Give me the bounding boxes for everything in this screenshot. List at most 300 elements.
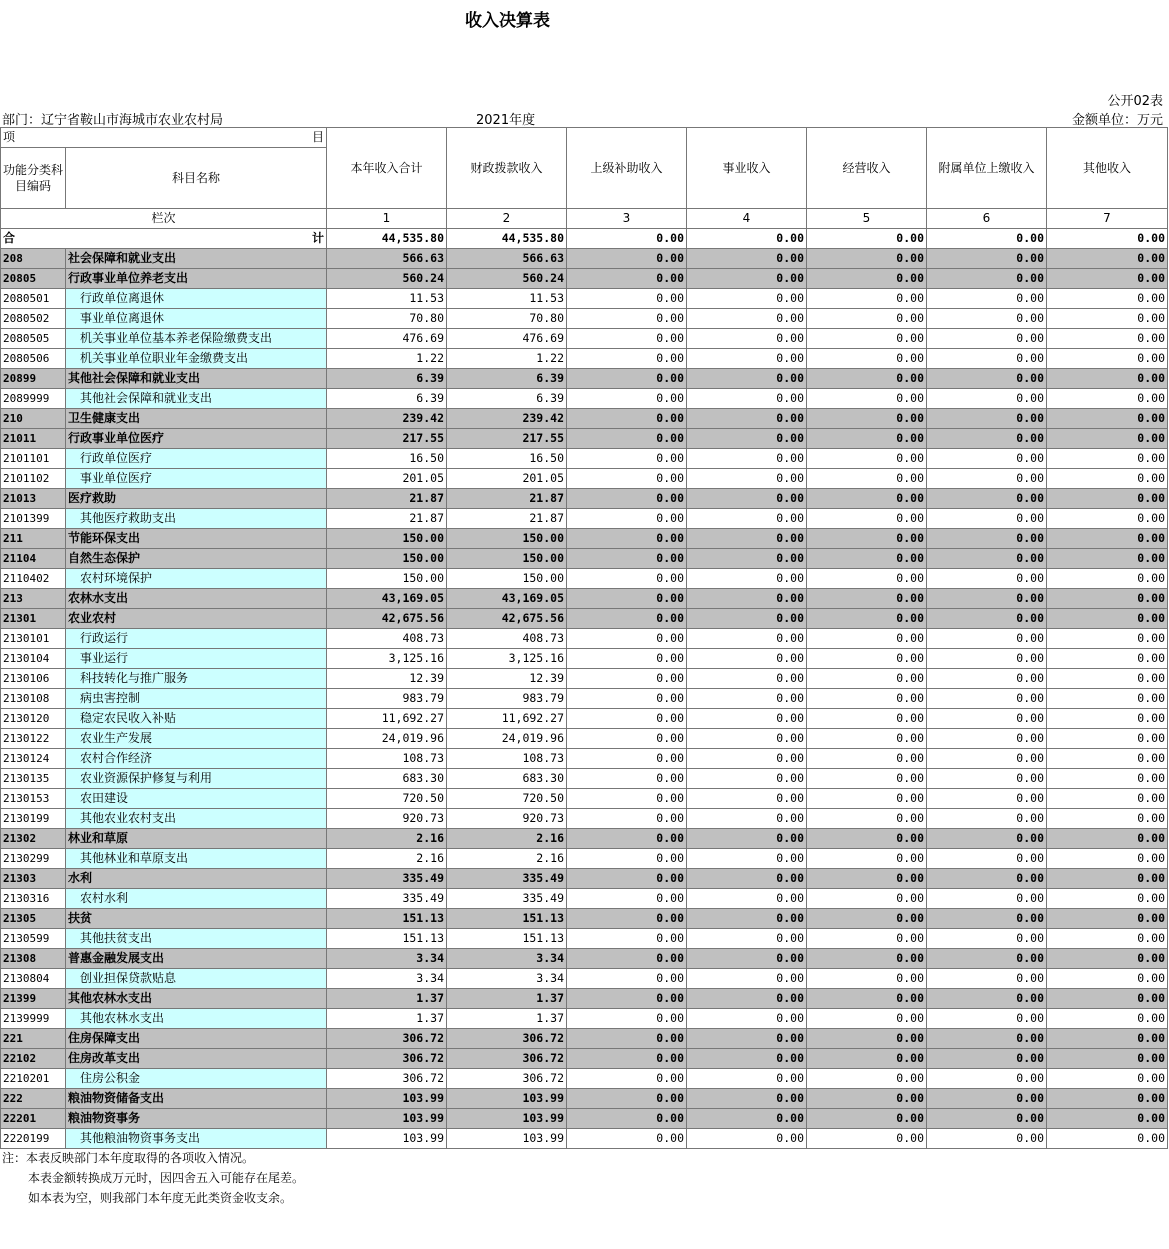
row-total-income: 335.49 bbox=[327, 869, 447, 889]
row-affiliate-income: 0.00 bbox=[927, 509, 1047, 529]
row-business-income: 0.00 bbox=[687, 529, 807, 549]
row-operating-income: 0.00 bbox=[807, 509, 927, 529]
row-fiscal-income: 70.80 bbox=[447, 309, 567, 329]
row-operating-income: 0.00 bbox=[807, 329, 927, 349]
row-code: 2130122 bbox=[1, 729, 66, 749]
row-superior-subsidy: 0.00 bbox=[567, 569, 687, 589]
row-total-income: 566.63 bbox=[327, 249, 447, 269]
row-code: 2130104 bbox=[1, 649, 66, 669]
row-code: 213 bbox=[1, 589, 66, 609]
col-header-4: 事业收入 bbox=[687, 128, 807, 209]
row-name: 农业资源保护修复与利用 bbox=[66, 769, 327, 789]
row-affiliate-income: 0.00 bbox=[927, 429, 1047, 449]
row-total-income: 2.16 bbox=[327, 849, 447, 869]
row-business-income: 0.00 bbox=[687, 489, 807, 509]
row-affiliate-income: 0.00 bbox=[927, 1029, 1047, 1049]
row-fiscal-income: 720.50 bbox=[447, 789, 567, 809]
row-total-income: 6.39 bbox=[327, 369, 447, 389]
row-affiliate-income: 0.00 bbox=[927, 569, 1047, 589]
row-operating-income: 0.00 bbox=[807, 489, 927, 509]
col-header-3: 上级补助收入 bbox=[567, 128, 687, 209]
row-other-income: 0.00 bbox=[1047, 389, 1168, 409]
row-operating-income: 0.00 bbox=[807, 289, 927, 309]
row-business-income: 0.00 bbox=[687, 389, 807, 409]
row-fiscal-income: 306.72 bbox=[447, 1069, 567, 1089]
row-affiliate-income: 0.00 bbox=[927, 489, 1047, 509]
row-total-income: 151.13 bbox=[327, 929, 447, 949]
row-operating-income: 0.00 bbox=[807, 869, 927, 889]
col-number-2: 2 bbox=[447, 209, 567, 229]
row-total-income: 43,169.05 bbox=[327, 589, 447, 609]
row-business-income: 0.00 bbox=[687, 889, 807, 909]
total-label-right: 计 bbox=[311, 231, 324, 245]
row-other-income: 0.00 bbox=[1047, 1029, 1168, 1049]
row-fiscal-income: 103.99 bbox=[447, 1089, 567, 1109]
row-fiscal-income: 1.37 bbox=[447, 1009, 567, 1029]
row-other-income: 0.00 bbox=[1047, 429, 1168, 449]
row-other-income: 0.00 bbox=[1047, 829, 1168, 849]
row-name: 农业生产发展 bbox=[66, 729, 327, 749]
row-superior-subsidy: 0.00 bbox=[567, 649, 687, 669]
row-operating-income: 0.00 bbox=[807, 789, 927, 809]
row-name: 其他农林水支出 bbox=[66, 1009, 327, 1029]
row-superior-subsidy: 0.00 bbox=[567, 789, 687, 809]
row-superior-subsidy: 0.00 bbox=[567, 289, 687, 309]
row-total-income: 720.50 bbox=[327, 789, 447, 809]
row-business-income: 0.00 bbox=[687, 1029, 807, 1049]
row-fiscal-income: 335.49 bbox=[447, 889, 567, 909]
row-total-income: 103.99 bbox=[327, 1109, 447, 1129]
column-index-label: 栏次 bbox=[1, 209, 327, 229]
row-total-income: 476.69 bbox=[327, 329, 447, 349]
row-total-income: 201.05 bbox=[327, 469, 447, 489]
row-fiscal-income: 11.53 bbox=[447, 289, 567, 309]
row-name: 节能环保支出 bbox=[66, 529, 327, 549]
table-row bbox=[1, 1129, 1168, 1149]
footnote-3: 如本表为空，则我部门本年度无此类资金收支余。 bbox=[28, 1191, 293, 1205]
row-name: 病虫害控制 bbox=[66, 689, 327, 709]
row-other-income: 0.00 bbox=[1047, 689, 1168, 709]
row-business-income: 0.00 bbox=[687, 689, 807, 709]
row-superior-subsidy: 0.00 bbox=[567, 1069, 687, 1089]
row-total-income: 1.37 bbox=[327, 1009, 447, 1029]
row-operating-income: 0.00 bbox=[807, 569, 927, 589]
row-code: 2080501 bbox=[1, 289, 66, 309]
row-name: 其他社会保障和就业支出 bbox=[66, 389, 327, 409]
row-code: 222 bbox=[1, 1089, 66, 1109]
row-superior-subsidy: 0.00 bbox=[567, 1029, 687, 1049]
table-row bbox=[1, 409, 1168, 429]
row-business-income: 0.00 bbox=[687, 1069, 807, 1089]
row-code: 22201 bbox=[1, 1109, 66, 1129]
row-code: 21399 bbox=[1, 989, 66, 1009]
row-operating-income: 0.00 bbox=[807, 349, 927, 369]
table-row bbox=[1, 429, 1168, 449]
table-row bbox=[1, 909, 1168, 929]
row-name: 社会保障和就业支出 bbox=[66, 249, 327, 269]
row-fiscal-income: 1.22 bbox=[447, 349, 567, 369]
row-business-income: 0.00 bbox=[687, 329, 807, 349]
total-value-2: 44,535.80 bbox=[447, 229, 567, 249]
row-name: 机关事业单位基本养老保险缴费支出 bbox=[66, 329, 327, 349]
row-operating-income: 0.00 bbox=[807, 429, 927, 449]
row-total-income: 3.34 bbox=[327, 949, 447, 969]
row-code: 2130153 bbox=[1, 789, 66, 809]
row-superior-subsidy: 0.00 bbox=[567, 1109, 687, 1129]
row-operating-income: 0.00 bbox=[807, 989, 927, 1009]
row-business-income: 0.00 bbox=[687, 549, 807, 569]
row-total-income: 683.30 bbox=[327, 769, 447, 789]
row-name: 林业和草原 bbox=[66, 829, 327, 849]
row-affiliate-income: 0.00 bbox=[927, 689, 1047, 709]
row-code: 208 bbox=[1, 249, 66, 269]
row-operating-income: 0.00 bbox=[807, 389, 927, 409]
row-name: 其他社会保障和就业支出 bbox=[66, 369, 327, 389]
row-total-income: 42,675.56 bbox=[327, 609, 447, 629]
row-operating-income: 0.00 bbox=[807, 369, 927, 389]
table-row bbox=[1, 529, 1168, 549]
row-affiliate-income: 0.00 bbox=[927, 529, 1047, 549]
row-business-income: 0.00 bbox=[687, 869, 807, 889]
row-name: 事业单位医疗 bbox=[66, 469, 327, 489]
row-name: 行政事业单位养老支出 bbox=[66, 269, 327, 289]
row-superior-subsidy: 0.00 bbox=[567, 609, 687, 629]
row-superior-subsidy: 0.00 bbox=[567, 309, 687, 329]
row-other-income: 0.00 bbox=[1047, 809, 1168, 829]
row-name: 粮油物资事务 bbox=[66, 1109, 327, 1129]
row-fiscal-income: 2.16 bbox=[447, 829, 567, 849]
row-superior-subsidy: 0.00 bbox=[567, 949, 687, 969]
row-fiscal-income: 150.00 bbox=[447, 549, 567, 569]
table-row bbox=[1, 549, 1168, 569]
row-name: 行政事业单位医疗 bbox=[66, 429, 327, 449]
row-superior-subsidy: 0.00 bbox=[567, 249, 687, 269]
row-affiliate-income: 0.00 bbox=[927, 1009, 1047, 1029]
row-total-income: 335.49 bbox=[327, 889, 447, 909]
row-superior-subsidy: 0.00 bbox=[567, 1049, 687, 1069]
row-fiscal-income: 335.49 bbox=[447, 869, 567, 889]
department-label: 部门：辽宁省鞍山市海城市农业农村局 bbox=[2, 113, 224, 128]
row-business-income: 0.00 bbox=[687, 289, 807, 309]
row-code: 2130101 bbox=[1, 629, 66, 649]
row-other-income: 0.00 bbox=[1047, 929, 1168, 949]
row-fiscal-income: 108.73 bbox=[447, 749, 567, 769]
row-superior-subsidy: 0.00 bbox=[567, 769, 687, 789]
total-value-7: 0.00 bbox=[1047, 229, 1168, 249]
row-other-income: 0.00 bbox=[1047, 409, 1168, 429]
table-row bbox=[1, 569, 1168, 589]
row-name: 扶贫 bbox=[66, 909, 327, 929]
row-other-income: 0.00 bbox=[1047, 369, 1168, 389]
row-business-income: 0.00 bbox=[687, 409, 807, 429]
row-name: 农村环境保护 bbox=[66, 569, 327, 589]
table-row bbox=[1, 1109, 1168, 1129]
row-superior-subsidy: 0.00 bbox=[567, 749, 687, 769]
table-row bbox=[1, 709, 1168, 729]
row-name: 农林水支出 bbox=[66, 589, 327, 609]
row-other-income: 0.00 bbox=[1047, 709, 1168, 729]
row-superior-subsidy: 0.00 bbox=[567, 549, 687, 569]
row-name: 医疗救助 bbox=[66, 489, 327, 509]
row-fiscal-income: 1.37 bbox=[447, 989, 567, 1009]
table-row bbox=[1, 749, 1168, 769]
row-fiscal-income: 3.34 bbox=[447, 949, 567, 969]
page-title: 收入决算表 bbox=[465, 11, 550, 31]
row-operating-income: 0.00 bbox=[807, 629, 927, 649]
row-affiliate-income: 0.00 bbox=[927, 909, 1047, 929]
row-name: 住房改革支出 bbox=[66, 1049, 327, 1069]
row-fiscal-income: 21.87 bbox=[447, 489, 567, 509]
row-total-income: 6.39 bbox=[327, 389, 447, 409]
row-other-income: 0.00 bbox=[1047, 889, 1168, 909]
row-operating-income: 0.00 bbox=[807, 1129, 927, 1149]
item-header-left: 项 bbox=[3, 130, 16, 144]
row-superior-subsidy: 0.00 bbox=[567, 669, 687, 689]
row-code: 2130108 bbox=[1, 689, 66, 709]
row-superior-subsidy: 0.00 bbox=[567, 909, 687, 929]
row-business-income: 0.00 bbox=[687, 789, 807, 809]
row-business-income: 0.00 bbox=[687, 469, 807, 489]
row-affiliate-income: 0.00 bbox=[927, 869, 1047, 889]
row-fiscal-income: 103.99 bbox=[447, 1109, 567, 1129]
row-affiliate-income: 0.00 bbox=[927, 369, 1047, 389]
row-code: 22102 bbox=[1, 1049, 66, 1069]
row-superior-subsidy: 0.00 bbox=[567, 589, 687, 609]
row-code: 21011 bbox=[1, 429, 66, 449]
row-name: 其他粮油物资事务支出 bbox=[66, 1129, 327, 1149]
row-operating-income: 0.00 bbox=[807, 749, 927, 769]
row-superior-subsidy: 0.00 bbox=[567, 829, 687, 849]
row-other-income: 0.00 bbox=[1047, 309, 1168, 329]
row-code: 221 bbox=[1, 1029, 66, 1049]
row-superior-subsidy: 0.00 bbox=[567, 409, 687, 429]
row-total-income: 21.87 bbox=[327, 489, 447, 509]
row-code: 2080505 bbox=[1, 329, 66, 349]
row-operating-income: 0.00 bbox=[807, 729, 927, 749]
row-other-income: 0.00 bbox=[1047, 249, 1168, 269]
col-number-4: 4 bbox=[687, 209, 807, 229]
row-other-income: 0.00 bbox=[1047, 729, 1168, 749]
row-fiscal-income: 476.69 bbox=[447, 329, 567, 349]
row-affiliate-income: 0.00 bbox=[927, 829, 1047, 849]
row-code: 2130106 bbox=[1, 669, 66, 689]
row-other-income: 0.00 bbox=[1047, 989, 1168, 1009]
row-total-income: 217.55 bbox=[327, 429, 447, 449]
row-total-income: 239.42 bbox=[327, 409, 447, 429]
code-header: 功能分类科目编码 bbox=[1, 148, 66, 209]
table-row bbox=[1, 389, 1168, 409]
row-other-income: 0.00 bbox=[1047, 269, 1168, 289]
row-other-income: 0.00 bbox=[1047, 509, 1168, 529]
row-operating-income: 0.00 bbox=[807, 1029, 927, 1049]
row-operating-income: 0.00 bbox=[807, 609, 927, 629]
row-name: 住房保障支出 bbox=[66, 1029, 327, 1049]
row-total-income: 306.72 bbox=[327, 1049, 447, 1069]
table-row bbox=[1, 1029, 1168, 1049]
row-code: 2080502 bbox=[1, 309, 66, 329]
row-other-income: 0.00 bbox=[1047, 949, 1168, 969]
row-operating-income: 0.00 bbox=[807, 649, 927, 669]
row-operating-income: 0.00 bbox=[807, 1069, 927, 1089]
table-row bbox=[1, 669, 1168, 689]
row-fiscal-income: 201.05 bbox=[447, 469, 567, 489]
col-header-7: 其他收入 bbox=[1047, 128, 1168, 209]
table-row bbox=[1, 349, 1168, 369]
row-code: 20899 bbox=[1, 369, 66, 389]
row-business-income: 0.00 bbox=[687, 1109, 807, 1129]
row-other-income: 0.00 bbox=[1047, 489, 1168, 509]
row-total-income: 16.50 bbox=[327, 449, 447, 469]
row-business-income: 0.00 bbox=[687, 909, 807, 929]
row-name: 稳定农民收入补贴 bbox=[66, 709, 327, 729]
footnote-1: 注：本表反映部门本年度取得的各项收入情况。 bbox=[2, 1151, 255, 1165]
row-other-income: 0.00 bbox=[1047, 769, 1168, 789]
row-affiliate-income: 0.00 bbox=[927, 349, 1047, 369]
row-affiliate-income: 0.00 bbox=[927, 1109, 1047, 1129]
total-label-cell bbox=[1, 229, 327, 249]
row-business-income: 0.00 bbox=[687, 589, 807, 609]
row-operating-income: 0.00 bbox=[807, 829, 927, 849]
table-row bbox=[1, 509, 1168, 529]
table-row bbox=[1, 289, 1168, 309]
row-other-income: 0.00 bbox=[1047, 1009, 1168, 1029]
table-row bbox=[1, 329, 1168, 349]
row-total-income: 306.72 bbox=[327, 1029, 447, 1049]
row-superior-subsidy: 0.00 bbox=[567, 489, 687, 509]
row-name: 其他农业农村支出 bbox=[66, 809, 327, 829]
row-total-income: 3.34 bbox=[327, 969, 447, 989]
row-business-income: 0.00 bbox=[687, 609, 807, 629]
row-code: 2080506 bbox=[1, 349, 66, 369]
public-table-number: 公开02表 bbox=[1107, 94, 1163, 109]
row-operating-income: 0.00 bbox=[807, 589, 927, 609]
row-affiliate-income: 0.00 bbox=[927, 309, 1047, 329]
column-index-row bbox=[1, 209, 1168, 229]
row-operating-income: 0.00 bbox=[807, 449, 927, 469]
row-affiliate-income: 0.00 bbox=[927, 789, 1047, 809]
row-operating-income: 0.00 bbox=[807, 1009, 927, 1029]
row-code: 20805 bbox=[1, 269, 66, 289]
row-fiscal-income: 42,675.56 bbox=[447, 609, 567, 629]
row-business-income: 0.00 bbox=[687, 649, 807, 669]
row-affiliate-income: 0.00 bbox=[927, 729, 1047, 749]
row-fiscal-income: 3.34 bbox=[447, 969, 567, 989]
table-row bbox=[1, 249, 1168, 269]
row-code: 2101102 bbox=[1, 469, 66, 489]
row-operating-income: 0.00 bbox=[807, 309, 927, 329]
col-number-7: 7 bbox=[1047, 209, 1168, 229]
row-affiliate-income: 0.00 bbox=[927, 609, 1047, 629]
row-operating-income: 0.00 bbox=[807, 929, 927, 949]
row-operating-income: 0.00 bbox=[807, 409, 927, 429]
row-operating-income: 0.00 bbox=[807, 529, 927, 549]
row-code: 21302 bbox=[1, 829, 66, 849]
row-superior-subsidy: 0.00 bbox=[567, 349, 687, 369]
row-business-income: 0.00 bbox=[687, 1089, 807, 1109]
row-business-income: 0.00 bbox=[687, 249, 807, 269]
row-affiliate-income: 0.00 bbox=[927, 649, 1047, 669]
row-superior-subsidy: 0.00 bbox=[567, 469, 687, 489]
row-business-income: 0.00 bbox=[687, 989, 807, 1009]
row-fiscal-income: 408.73 bbox=[447, 629, 567, 649]
row-code: 2101399 bbox=[1, 509, 66, 529]
table-row bbox=[1, 949, 1168, 969]
row-business-income: 0.00 bbox=[687, 709, 807, 729]
row-other-income: 0.00 bbox=[1047, 609, 1168, 629]
row-code: 2130804 bbox=[1, 969, 66, 989]
row-affiliate-income: 0.00 bbox=[927, 669, 1047, 689]
row-name: 粮油物资储备支出 bbox=[66, 1089, 327, 1109]
row-affiliate-income: 0.00 bbox=[927, 949, 1047, 969]
table-row bbox=[1, 1089, 1168, 1109]
row-affiliate-income: 0.00 bbox=[927, 249, 1047, 269]
row-fiscal-income: 6.39 bbox=[447, 389, 567, 409]
row-superior-subsidy: 0.00 bbox=[567, 629, 687, 649]
row-fiscal-income: 43,169.05 bbox=[447, 589, 567, 609]
row-total-income: 2.16 bbox=[327, 829, 447, 849]
row-total-income: 560.24 bbox=[327, 269, 447, 289]
row-superior-subsidy: 0.00 bbox=[567, 509, 687, 529]
row-total-income: 408.73 bbox=[327, 629, 447, 649]
row-fiscal-income: 11,692.27 bbox=[447, 709, 567, 729]
col-number-5: 5 bbox=[807, 209, 927, 229]
row-superior-subsidy: 0.00 bbox=[567, 449, 687, 469]
row-business-income: 0.00 bbox=[687, 809, 807, 829]
row-fiscal-income: 560.24 bbox=[447, 269, 567, 289]
row-fiscal-income: 12.39 bbox=[447, 669, 567, 689]
row-fiscal-income: 151.13 bbox=[447, 929, 567, 949]
row-affiliate-income: 0.00 bbox=[927, 849, 1047, 869]
row-superior-subsidy: 0.00 bbox=[567, 389, 687, 409]
row-fiscal-income: 217.55 bbox=[447, 429, 567, 449]
row-total-income: 24,019.96 bbox=[327, 729, 447, 749]
row-fiscal-income: 24,019.96 bbox=[447, 729, 567, 749]
row-other-income: 0.00 bbox=[1047, 1109, 1168, 1129]
row-business-income: 0.00 bbox=[687, 1009, 807, 1029]
row-affiliate-income: 0.00 bbox=[927, 969, 1047, 989]
row-other-income: 0.00 bbox=[1047, 1089, 1168, 1109]
row-total-income: 1.37 bbox=[327, 989, 447, 1009]
row-other-income: 0.00 bbox=[1047, 749, 1168, 769]
row-affiliate-income: 0.00 bbox=[927, 889, 1047, 909]
table-row bbox=[1, 849, 1168, 869]
row-superior-subsidy: 0.00 bbox=[567, 729, 687, 749]
income-table bbox=[0, 127, 1168, 1149]
row-operating-income: 0.00 bbox=[807, 969, 927, 989]
row-name: 其他扶贫支出 bbox=[66, 929, 327, 949]
row-superior-subsidy: 0.00 bbox=[567, 889, 687, 909]
row-code: 21303 bbox=[1, 869, 66, 889]
row-total-income: 983.79 bbox=[327, 689, 447, 709]
row-affiliate-income: 0.00 bbox=[927, 929, 1047, 949]
row-operating-income: 0.00 bbox=[807, 469, 927, 489]
table-row bbox=[1, 1069, 1168, 1089]
row-superior-subsidy: 0.00 bbox=[567, 929, 687, 949]
footnotes bbox=[2, 1148, 304, 1208]
row-operating-income: 0.00 bbox=[807, 1109, 927, 1129]
row-operating-income: 0.00 bbox=[807, 709, 927, 729]
row-operating-income: 0.00 bbox=[807, 669, 927, 689]
row-other-income: 0.00 bbox=[1047, 629, 1168, 649]
row-total-income: 151.13 bbox=[327, 909, 447, 929]
row-superior-subsidy: 0.00 bbox=[567, 269, 687, 289]
row-affiliate-income: 0.00 bbox=[927, 329, 1047, 349]
row-fiscal-income: 683.30 bbox=[447, 769, 567, 789]
row-name: 住房公积金 bbox=[66, 1069, 327, 1089]
row-code: 2139999 bbox=[1, 1009, 66, 1029]
row-total-income: 70.80 bbox=[327, 309, 447, 329]
table-row bbox=[1, 309, 1168, 329]
